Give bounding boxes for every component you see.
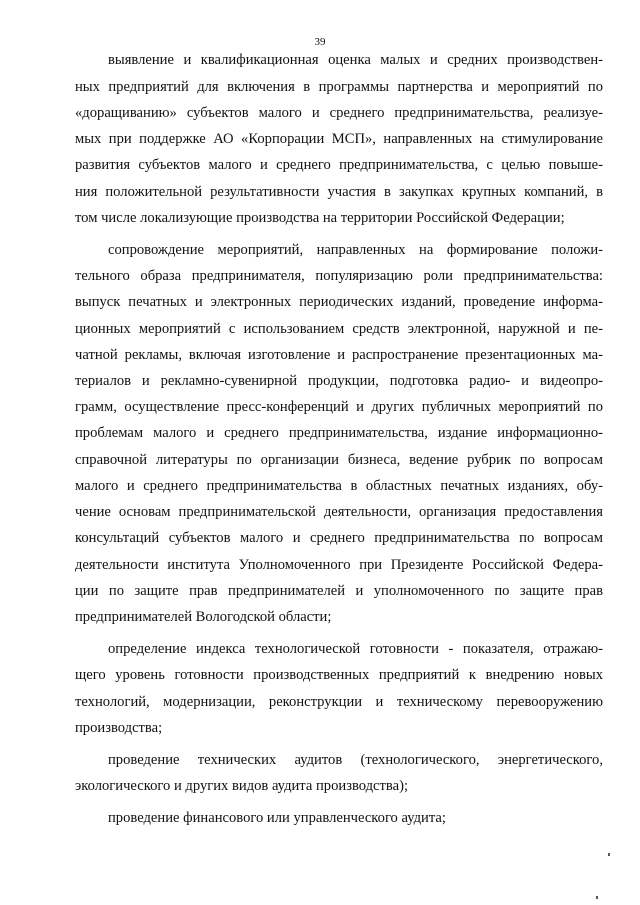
scan-mark xyxy=(596,896,598,899)
paragraph-line: предпринимателей Вологодской области; xyxy=(75,609,332,625)
paragraph-line: чатной рекламы, включая изготовление и распространение презентационных ма- xyxy=(75,347,603,363)
paragraph-first-line: определение индекса технологической готовности - показателя, отражаю- xyxy=(108,641,603,657)
paragraph-line: териалов и рекламно-сувенирной продукции, подготовка радио- и видеопро- xyxy=(75,373,603,389)
paragraph-line: технологий, модернизации, реконструкции и техническому перевооружению xyxy=(75,694,603,710)
paragraph-line: справочной литературы по организации бизнеса, ведение рубрик по вопросам xyxy=(75,452,603,468)
paragraph-line: консультаций субъектов малого и среднего предпринимательства по вопросам xyxy=(75,530,603,546)
paragraph-first-line: выявление и квалификационная оценка малых и средних производствен- xyxy=(108,52,603,68)
paragraph-line: мых при поддержке АО «Корпорации МСП», направленных на стимулирование xyxy=(75,131,603,147)
paragraph-line: «доращиванию» субъектов малого и среднего предпринимательства, реализуе- xyxy=(75,105,603,121)
paragraph-line: деятельности института Уполномоченного при Президенте Российской Федера- xyxy=(75,557,603,573)
paragraph-line: развития субъектов малого и среднего предпринимательства, с целью повыше- xyxy=(75,157,603,173)
paragraph-first-line: сопровождение мероприятий, направленных на формирование положи- xyxy=(108,242,603,258)
paragraph-line: грамм, осуществление пресс-конференций и других публичных мероприятий по xyxy=(75,399,603,415)
paragraph-line: щего уровень готовности производственных предприятий к внедрению новых xyxy=(75,667,603,683)
paragraph-line: том числе локализующие производства на территории Российской Федерации; xyxy=(75,210,565,226)
paragraph-line: тельного образа предпринимателя, популяризацию роли предпринимательства: xyxy=(75,268,603,284)
paragraph-first-line: проведение технических аудитов (технологического, энергетического, xyxy=(108,752,603,768)
paragraph-line: производства; xyxy=(75,720,163,736)
page-number: 39 xyxy=(314,36,326,48)
paragraph-line: ных предприятий для включения в программы партнерства и мероприятий по xyxy=(75,79,603,95)
paragraph-line: экологического и других видов аудита производства); xyxy=(75,778,408,794)
paragraph-first-line: проведение финансового или управленческого аудита; xyxy=(108,810,446,826)
paragraph-line: проблемам малого и среднего предпринимательства, издание информационно- xyxy=(75,425,603,441)
paragraph-line: ции по защите прав предпринимателей и уполномоченного по защите прав xyxy=(75,583,603,599)
paragraph-line: ционных мероприятий с использованием средств электронной, наружной и пе- xyxy=(75,321,603,337)
paragraph-line: выпуск печатных и электронных периодических изданий, проведение информа- xyxy=(75,294,603,310)
paragraph-line: чение основам предпринимательской деятельности, организация предоставления xyxy=(75,504,603,520)
scan-mark xyxy=(608,853,610,856)
paragraph-line: малого и среднего предпринимательства в областных печатных изданиях, обу- xyxy=(75,478,603,494)
paragraph-line: ния положительной результативности участия в закупках крупных компаний, в xyxy=(75,184,603,200)
